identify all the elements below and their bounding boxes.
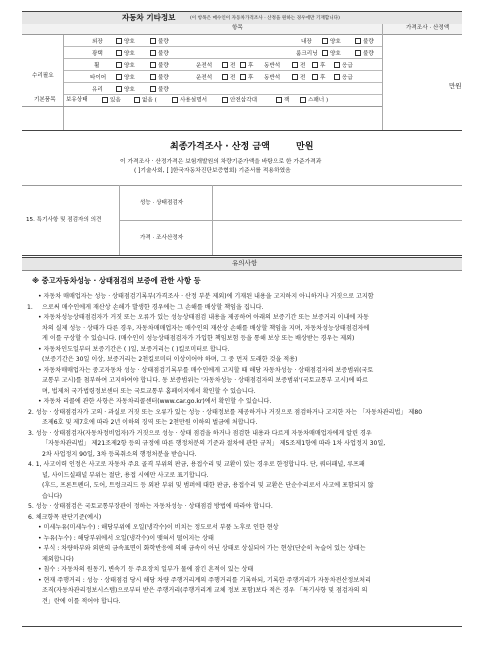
section-header — [22, 11, 462, 25]
notice-line: • 미세누유(미세누수) : 해당부위에 오일(냉각수)이 비치는 정도로서 부품 노후로 인한 현상 — [38, 524, 279, 531]
passenger-side-label: 동반석 — [264, 62, 281, 69]
repair-item-name: 유리 — [92, 86, 103, 93]
repair-row-wheel — [64, 59, 382, 71]
option-manual[interactable]: 사용설명서 — [172, 97, 207, 105]
notice-line: 널, 사이드실패널 부위는 절단, 용접 시에만 사고로 표기합니다. — [42, 471, 209, 479]
checkbox[interactable] — [322, 50, 328, 56]
notice-line: • 자동차인도일부터 보증기간은 ( )일, 보증거리는 ( )킬로미터로 합니다. — [38, 345, 230, 353]
passenger-side-label: 동반석 — [264, 74, 281, 81]
repair-price-unit: 만원 — [449, 82, 462, 90]
checkbox[interactable] — [172, 97, 178, 103]
notice-line: 3. 성능 · 상태점검자(자동차정비업자)가 거짓으로 성능 · 상태 점검을 하거나 점검한 내용과 다르게 자동차매매업자에게 알린 경우 — [28, 429, 372, 437]
checkbox[interactable] — [150, 86, 156, 92]
option-triangle[interactable]: 안전삼각대 — [222, 97, 257, 105]
notice-line: 며, 법제처 국가법령정보센터 또는 국토교통부 홈페이지에서 확인할 수 있습니다. — [42, 387, 256, 395]
bad-option[interactable]: 불량 — [355, 47, 374, 58]
good-option[interactable]: 양호 — [116, 47, 135, 58]
repair-row-exterior — [64, 35, 382, 47]
repair-item-name-2: 내장 — [301, 38, 312, 45]
checkbox[interactable] — [355, 50, 361, 56]
checkbox[interactable] — [222, 62, 228, 68]
notice-line: 6. 체크항목 판단기준(예시) — [28, 513, 102, 521]
checkbox[interactable] — [312, 74, 318, 80]
notice-line: 습니다) — [42, 492, 63, 500]
notice-header — [22, 257, 462, 271]
notice-title: 유의사항 — [232, 259, 258, 267]
ownership-label: 보유상태 — [66, 97, 88, 103]
notice-line: • 누유(누수) : 해당부위에서 오일(냉각수)이 맺혀서 떨어지는 상태 — [38, 534, 214, 542]
good-option[interactable]: 양호 — [116, 71, 135, 82]
notice-line: 교통부 고시)를 첨부하여 고지하여야 합니다. 동 보증범위는 '자동차성능 · 상태점검자의 보증범위'(국토교통부 고시)에 따르 — [42, 377, 369, 384]
notice-line: 조직(자동차관리정보시스템)으로부터 받은 주행거리(주행거리계 교체 정보 포함)보다 적은 경우 「특기사항 및 점검자의 의 — [42, 587, 368, 594]
bad-option[interactable]: 불량 — [150, 47, 169, 58]
notice-heading: ※ 중고자동차성능 · 상태점검의 보증에 관한 사항 등 — [32, 276, 201, 285]
good-option[interactable]: 양호 — [116, 83, 135, 94]
driver-side-label: 운전석 — [196, 74, 213, 81]
basic-items-row — [22, 95, 382, 107]
notice-line: • 자동차 리콜에 관한 사항은 자동차리콜센터(www.car.go.kr)에서 확인할 수 있습니다. — [38, 398, 272, 405]
notice-line: 2차 사업정지 90일, 3차 등록취소의 행정처분을 받습니다. — [42, 450, 197, 458]
rear-option[interactable]: 후 — [240, 71, 253, 82]
checkbox[interactable] — [116, 74, 122, 80]
repair-row-tire — [64, 71, 382, 83]
checkbox[interactable] — [116, 38, 122, 44]
checkbox[interactable] — [312, 62, 318, 68]
notice-line: • 부식 : 차량하부와 외판의 금속표면이 화학반응에 의해 금속이 아닌 상태로 상실되어 가는 현상(단순히 녹슬어 있는 상태는 — [38, 545, 366, 552]
notice-line: 으로써 매수인에게 재산상 손해가 발생한 경우에는 그 손해를 배상할 책임을 집니다. — [42, 303, 264, 311]
rear-option[interactable]: 후 — [312, 59, 325, 70]
rear-option[interactable]: 후 — [240, 59, 253, 70]
checkbox[interactable] — [150, 62, 156, 68]
notice-line: (후드, 프론트펜더, 도어, 트렁크리드 등 외판 부위 및 범퍼에 대한 판금, 용접수리 및 교환은 단순수리로서 사고에 포함되지 않 — [42, 482, 374, 489]
option-none[interactable]: 없음 ( — [134, 97, 157, 105]
emergency-option[interactable]: 응급 — [334, 71, 353, 82]
final-price-title: 최종가격조사 · 산정 금액 — [170, 142, 270, 152]
repair-item-name: 광택 — [92, 50, 103, 57]
item-number-1: 1. — [27, 304, 33, 311]
notice-line: • 현재 주행거리 : 성능 · 상태점검 당시 해당 차량 주행거리계의 주행거리를 기록하되, 기록한 주행거리가 자동차전산정보처리 — [38, 576, 371, 584]
price-column-divider — [382, 24, 383, 130]
items-header: 항목 — [232, 25, 243, 31]
checkbox[interactable] — [150, 50, 156, 56]
checkbox[interactable] — [300, 97, 306, 103]
checkbox[interactable] — [240, 62, 246, 68]
front-option[interactable]: 전 — [292, 71, 305, 82]
bad-option[interactable]: 불량 — [355, 35, 374, 46]
final-price-block — [22, 130, 462, 186]
checkbox[interactable] — [116, 50, 122, 56]
checkbox[interactable] — [116, 62, 122, 68]
good-option[interactable]: 양호 — [322, 47, 341, 58]
option-spanner[interactable]: 스패너 ) — [300, 97, 328, 105]
checkbox[interactable] — [150, 38, 156, 44]
good-option[interactable]: 양호 — [116, 59, 135, 70]
bad-option[interactable]: 불량 — [150, 71, 169, 82]
notice-line: (보증기간은 30일 이상, 보증거리는 2천킬로미터 이상이어야 하며, 그 중 먼저 도래한 것을 적용) — [42, 356, 298, 363]
front-option[interactable]: 전 — [222, 59, 235, 70]
notice-line: 조제6호 및 제7호에 따라 2년 이하의 징역 또는 2천만원 이하의 벌금에 처합니다. — [42, 419, 258, 426]
repair-row-gloss — [64, 47, 382, 59]
basic-items-label: 기본품목 — [34, 97, 56, 103]
bad-option[interactable]: 불량 — [150, 59, 169, 70]
good-option[interactable]: 양호 — [322, 35, 341, 46]
notice-line: 5. 성능 · 상태점검은 국토교통부장관이 정하는 자동차성능 · 상태점검 방법에 따라야 합니다. — [28, 503, 273, 510]
appraiser-label: 가격 · 조사산정자 — [140, 235, 184, 241]
section-subtitle: (이 항목은 매수인이 자동차가격조사 · 산정을 원하는 경우에만 기재합니다) — [190, 16, 340, 21]
repair-group-label: 수리필요 — [32, 73, 54, 79]
checkbox[interactable] — [292, 62, 298, 68]
notice-line: 제외합니다) — [42, 555, 74, 563]
final-note-line1: 이 가격조사 · 산정가격은 보험개발원의 차량기준가액을 바탕으로 한 가준가격과 — [120, 159, 322, 165]
checkbox[interactable] — [116, 86, 122, 92]
checkbox[interactable] — [292, 74, 298, 80]
checkbox[interactable] — [222, 97, 228, 103]
repair-item-name: 휠 — [94, 62, 100, 69]
checkbox[interactable] — [355, 38, 361, 44]
option-jack[interactable]: 잭 — [276, 97, 289, 105]
notice-line: 「자동차관리법」 제21조제2항 등의 규정에 따른 행정처분의 기준과 절차에 관한 규칙」 제5조제1항에 따라 1차 사업정지 30일, — [42, 440, 386, 447]
notice-line: • 자동차매매업자는 중고자동차 성능 · 상태점검기록부를 매수인에게 고지할 때 해당 자동차성능 · 상태점검자의 보증범위(국토 — [38, 366, 374, 374]
checkbox[interactable] — [276, 97, 282, 103]
final-price-unit: 만원 — [296, 142, 314, 152]
notice-line: • 자동차 매매업자는 성능 · 상태점검기록부(가격조사 · 산정 부분 제외)에 기재된 내용을 고지하지 아니하거나 거짓으로 고지함 — [38, 293, 374, 300]
front-option[interactable]: 전 — [222, 71, 235, 82]
checkbox[interactable] — [150, 74, 156, 80]
emergency-option[interactable]: 응급 — [334, 59, 353, 70]
notice-line: • 침수 : 자동차의 원동기, 변속기 등 주요장치 일부가 물에 잠긴 흔적이 있는 상태 — [38, 566, 254, 573]
notice-line: 2. 성능 · 상태점검자가 고의 · 과실로 거짓 또는 오류가 있는 성능 · 상태정보를 제공하거나 거짓으로 점검하거나 고지한 자는 「자동차관리법」 제80 — [28, 408, 423, 416]
signature-block — [22, 185, 462, 256]
repair-item-name-2: 룸크리닝 — [296, 50, 318, 57]
section-title: 자동차 기타정보 — [122, 13, 176, 22]
notice-line: 게 이를 구상할 수 있습니다. (매수인이 성능상태점검자가 가입한 책임보험 등을 통해 보상 또는 배상받는 경우는 제외) — [42, 335, 355, 342]
checkbox[interactable] — [322, 38, 328, 44]
checkbox[interactable] — [102, 97, 108, 103]
repair-item-name: 외장 — [92, 38, 103, 45]
bad-option[interactable]: 불량 — [150, 35, 169, 46]
checkbox[interactable] — [334, 62, 340, 68]
checkbox[interactable] — [222, 74, 228, 80]
special-notes-label: 15. 특기사항 및 점검자의 의견 — [26, 217, 102, 223]
final-note-line2: ( ]기술사회, [ ]한국자동차진단보증협회) 기준서를 적용하였음 — [134, 168, 291, 174]
checkbox[interactable] — [240, 74, 246, 80]
items-header-row — [22, 24, 462, 35]
repair-item-name: 타이어 — [90, 74, 107, 81]
checkbox[interactable] — [334, 74, 340, 80]
front-option[interactable]: 전 — [292, 59, 305, 70]
rear-option[interactable]: 후 — [312, 71, 325, 82]
sign-divider-h — [119, 220, 462, 221]
repair-row-glass — [64, 83, 382, 95]
notice-line: 견」란에 이를 적어야 합니다. — [42, 597, 121, 605]
checkbox[interactable] — [134, 97, 140, 103]
notice-line: • 자동차성능상태점검자가 거짓 또는 오류가 있는 성능상태점검 내용을 제공하여 아래의 보증기간 또는 보증거리 이내에 자동 — [38, 314, 369, 321]
inspector-label: 성능 · 상태점검자 — [140, 200, 184, 206]
notice-line: 차의 실제 성능 · 상태가 다른 경우, 자동차매매업자는 매수인의 재산상 손해를 배상할 책임을 지며, 자동차성능상태점검자에 — [42, 324, 370, 332]
bad-option[interactable]: 불량 — [150, 83, 169, 94]
price-header: 가격조사 · 산정액 — [406, 25, 450, 31]
good-option[interactable]: 양호 — [116, 35, 135, 46]
driver-side-label: 운전석 — [196, 62, 213, 69]
option-have[interactable]: 있음 — [102, 97, 121, 105]
notice-line: 4. 1, 사고이력 인정은 사고로 자동차 주요 골격 부위의 판금, 용접수리 및 교환이 있는 경우로 한정합니다. 단, 쿼터패널, 루프패 — [28, 461, 365, 468]
